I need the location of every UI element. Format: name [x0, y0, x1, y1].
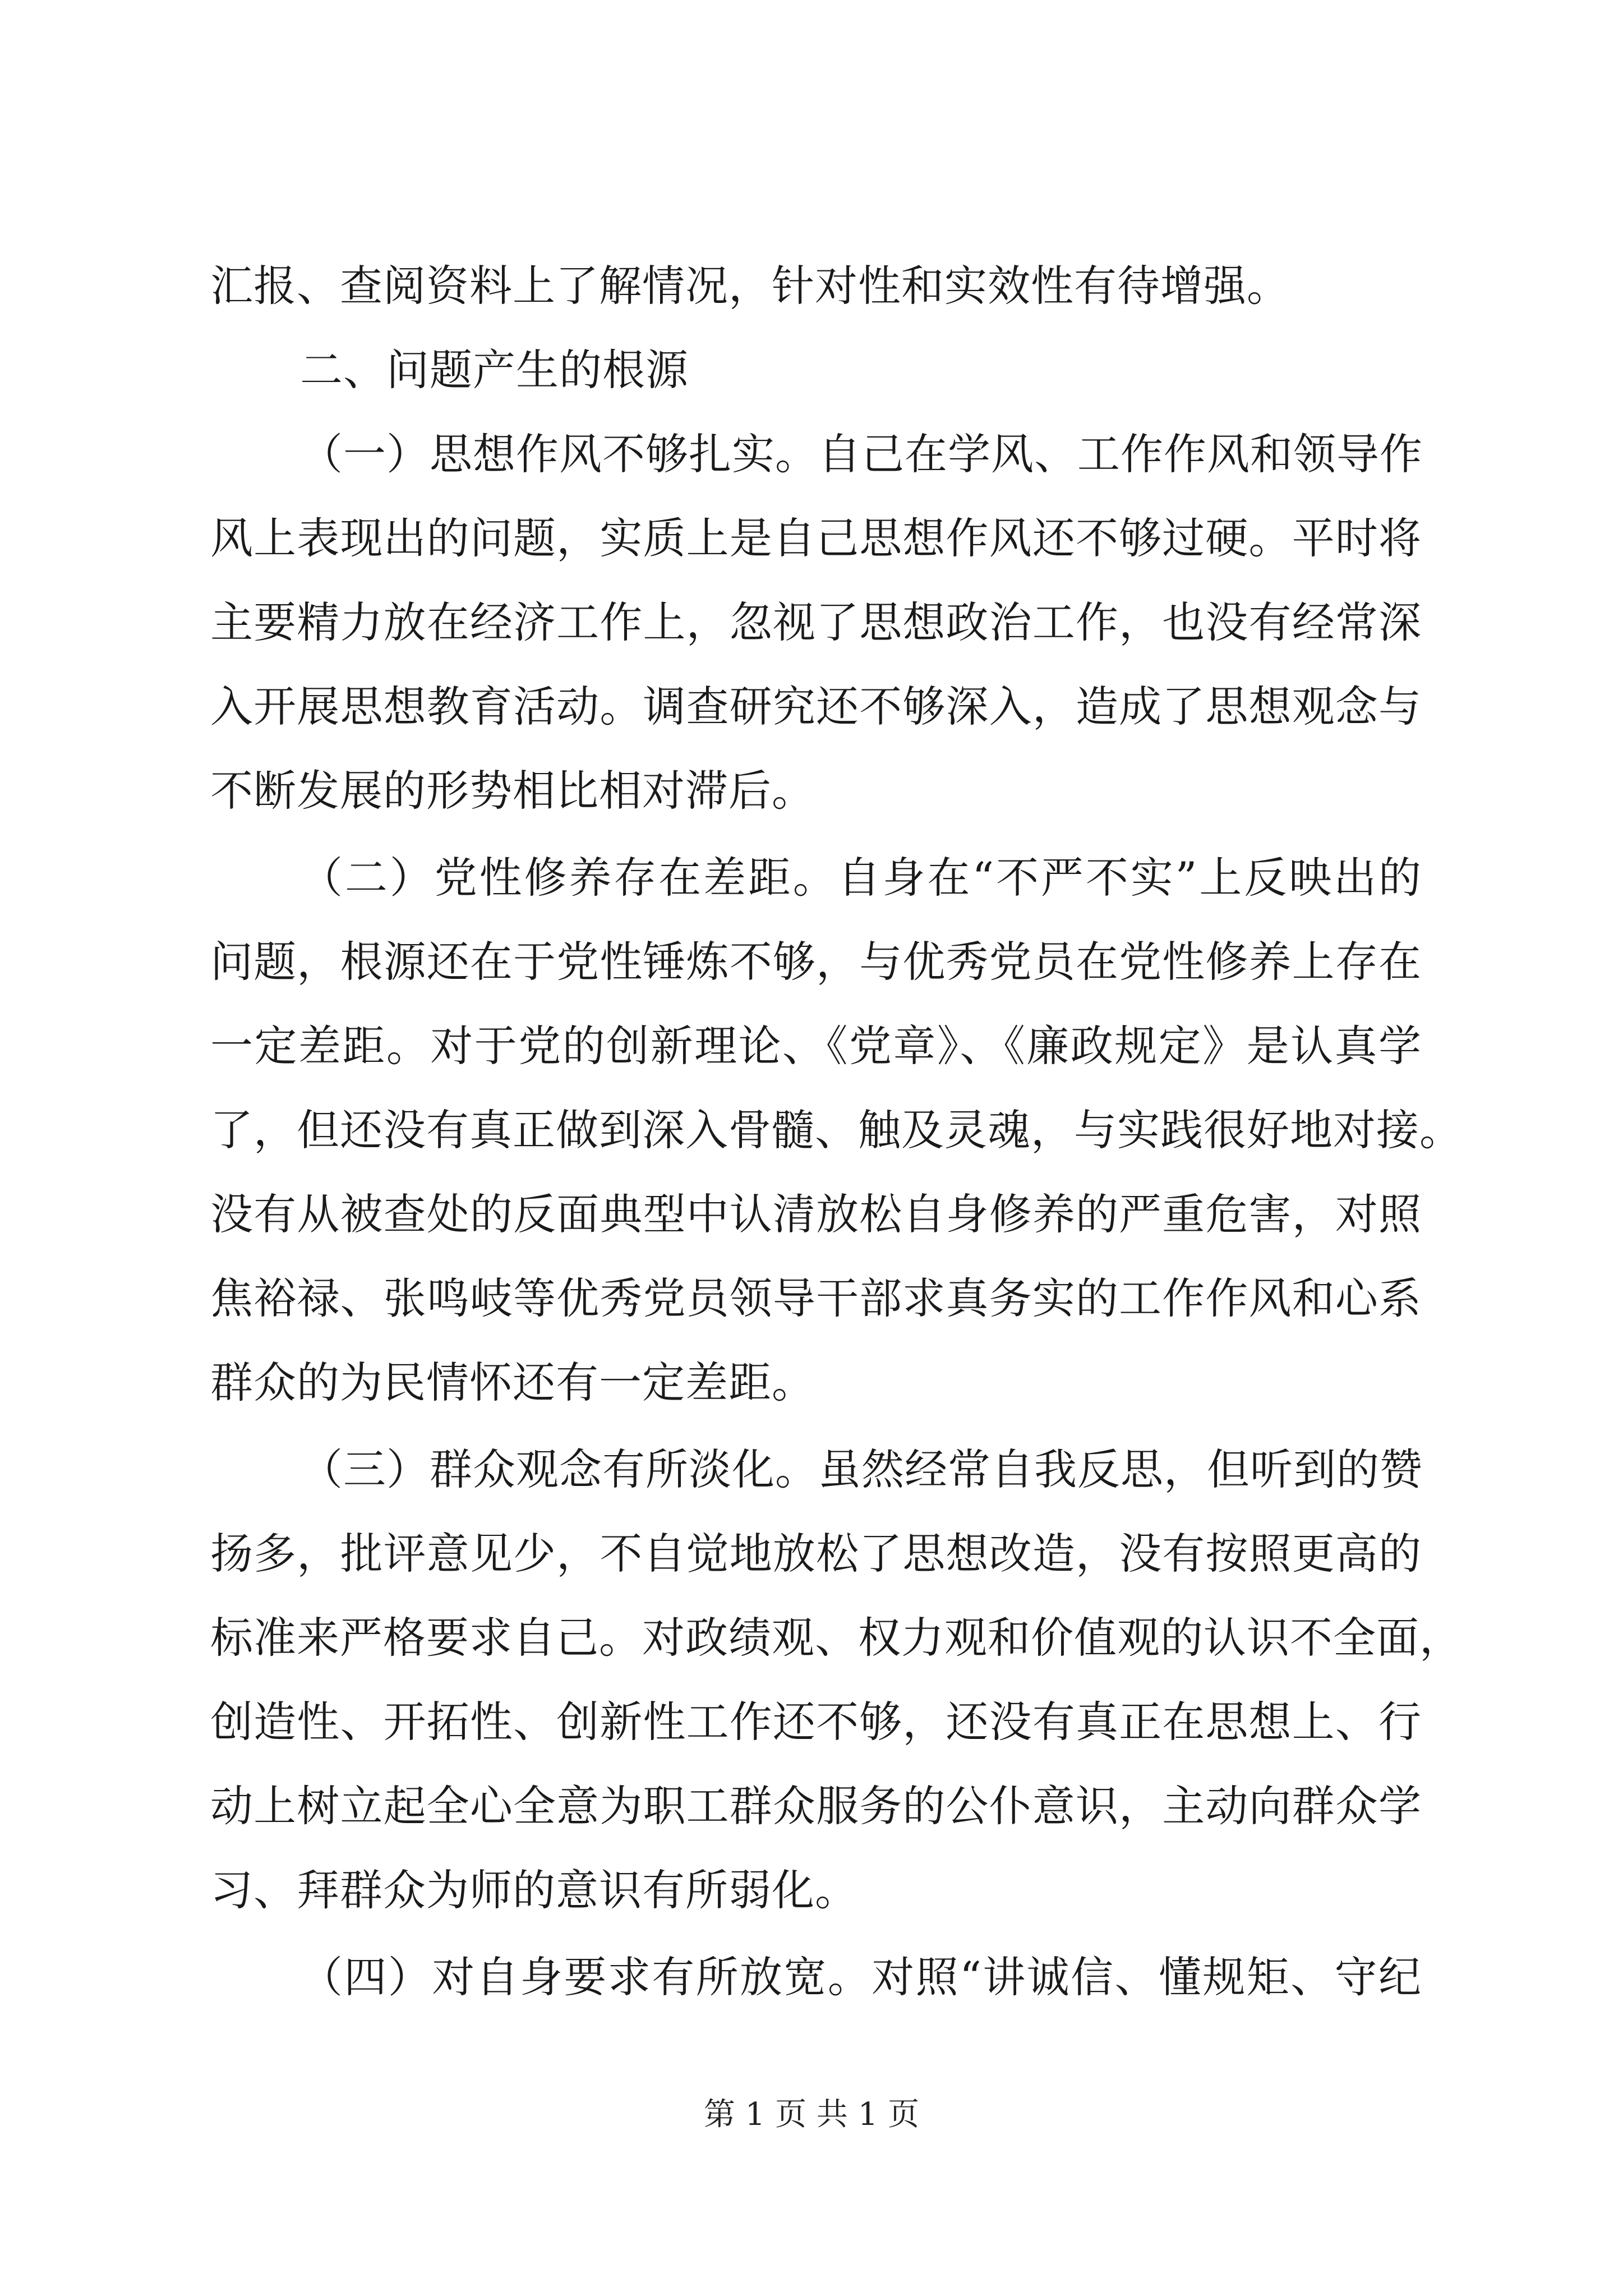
text-line-5: 主要精力放在经济工作上，忽视了思想政治工作，也没有经常深 — [210, 597, 1422, 647]
text-line-12: 没有从被查处的反面典型中认清放松自身修养的严重危害，对照 — [210, 1189, 1422, 1239]
text-line-19: 动上树立起全心全意为职工群众服务的公仆意识，主动向群众学 — [210, 1781, 1422, 1831]
page-footer: 第 1 页 共 1 页 — [703, 2096, 920, 2133]
text-line-8: （二）党性修养存在差距。自身在“不严不实”上反映出的 — [300, 853, 1422, 903]
text-line-17: 标准来严格要求自己。对政绩观、权力观和价值观的认识不全面， — [210, 1613, 1463, 1663]
text-line-1: 汇报、查阅资料上了解情况，针对性和实效性有待增强。 — [210, 261, 1290, 311]
section-heading: 二、问题产生的根源 — [300, 345, 689, 395]
text-line-16: 扬多，批评意见少，不自觉地放松了思想改造，没有按照更高的 — [210, 1529, 1422, 1579]
text-line-21: （四）对自身要求有所放宽。对照“讲诚信、懂规矩、守纪 — [300, 1952, 1422, 2002]
text-line-15: （三）群众观念有所淡化。虽然经常自我反思，但听到的赞 — [300, 1444, 1423, 1494]
text-line-6: 入开展思想教育活动。调查研究还不够深入，造成了思想观念与 — [210, 682, 1422, 731]
text-line-14: 群众的为民情怀还有一定差距。 — [210, 1358, 815, 1407]
text-line-9: 问题，根源还在于党性锤炼不够，与优秀党员在党性修养上存在 — [210, 937, 1422, 987]
text-line-11: 了，但还没有真正做到深入骨髓、触及灵魂，与实践很好地对接。 — [210, 1105, 1463, 1155]
text-line-18: 创造性、开拓性、创新性工作还不够，还没有真正在思想上、行 — [210, 1697, 1422, 1747]
text-line-3: （一）思想作风不够扎实。自己在学风、工作作风和领导作 — [300, 429, 1423, 479]
text-line-10: 一定差距。对于党的创新理论、《党章》、《廉政规定》是认真学 — [210, 1021, 1422, 1071]
text-line-13: 焦裕禄、张鸣岐等优秀党员领导干部求真务实的工作作风和心系 — [210, 1273, 1422, 1323]
text-line-4: 风上表现出的问题，实质上是自己思想作风还不够过硬。平时将 — [210, 513, 1422, 563]
text-line-7: 不断发展的形势相比相对滞后。 — [210, 766, 815, 816]
text-line-20: 习、拜群众为师的意识有所弱化。 — [210, 1865, 858, 1915]
